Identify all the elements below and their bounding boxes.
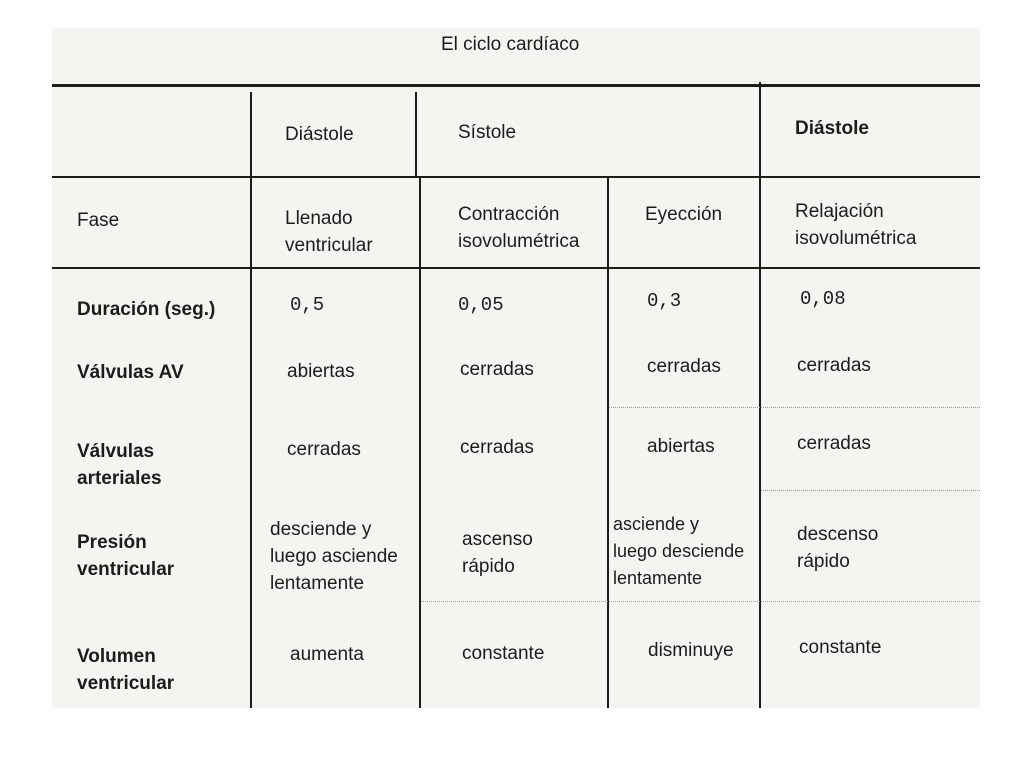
table-cell: disminuye xyxy=(648,640,734,661)
table-cell: ascenso rápido xyxy=(462,529,533,577)
header-diastole-2: Diástole xyxy=(795,118,869,139)
row-label-fase: Fase xyxy=(77,210,120,231)
row-separator xyxy=(761,490,980,491)
table-cell: constante xyxy=(462,643,545,664)
table-cell: desciende y luego asciende lentamente xyxy=(270,519,398,594)
table-cell: 0,08 xyxy=(800,288,846,310)
col3-divider xyxy=(607,177,609,708)
table-cell: cerradas xyxy=(797,433,871,454)
table-cell: 0,3 xyxy=(647,290,682,312)
table-cell: abiertas xyxy=(287,361,355,382)
table-cell: 0,5 xyxy=(290,294,325,316)
table-cell: Llenado ventricular xyxy=(285,208,373,256)
row-label-volumen-ventricular: Volumen ventricular xyxy=(77,646,175,694)
table-cell: cerradas xyxy=(797,355,871,376)
table-cell: aumenta xyxy=(290,644,364,665)
table-cell: cerradas xyxy=(647,356,721,377)
table-cell: Eyección xyxy=(645,204,723,225)
row-separator xyxy=(609,407,980,408)
table-cell: asciende y luego desciende lentamente xyxy=(613,514,745,588)
table-cell: cerradas xyxy=(460,359,534,380)
page-title: El ciclo cardíaco xyxy=(441,34,580,55)
header-bottom-rule xyxy=(52,176,980,178)
row-label-presion-ventricular: Presión ventricular xyxy=(77,532,175,580)
header-diastole-sistole-divider xyxy=(415,92,417,178)
row-label-valvulas-av: Válvulas AV xyxy=(77,362,184,383)
label-column-divider xyxy=(250,92,252,708)
top-rule xyxy=(52,84,980,87)
header-sistole: Sístole xyxy=(458,122,517,143)
phase-row-bottom-rule xyxy=(52,267,980,269)
table-cell: abiertas xyxy=(647,436,715,457)
row-label-valvulas-arteriales: Válvulas arteriales xyxy=(77,441,162,489)
table-cell: Relajación isovolumétrica xyxy=(795,201,917,249)
table-cell: 0,05 xyxy=(458,294,504,316)
table-cell: cerradas xyxy=(460,437,534,458)
row-label-duracion: Duración (seg.) xyxy=(77,299,216,320)
table-cell: constante xyxy=(799,637,882,658)
table-cell: descenso rápido xyxy=(797,524,879,572)
row-separator xyxy=(421,601,980,602)
table-cell: Contracción isovolumétrica xyxy=(458,204,580,252)
table-cell: cerradas xyxy=(287,439,361,460)
header-diastole-1: Diástole xyxy=(285,124,354,145)
col2-divider xyxy=(419,177,421,708)
